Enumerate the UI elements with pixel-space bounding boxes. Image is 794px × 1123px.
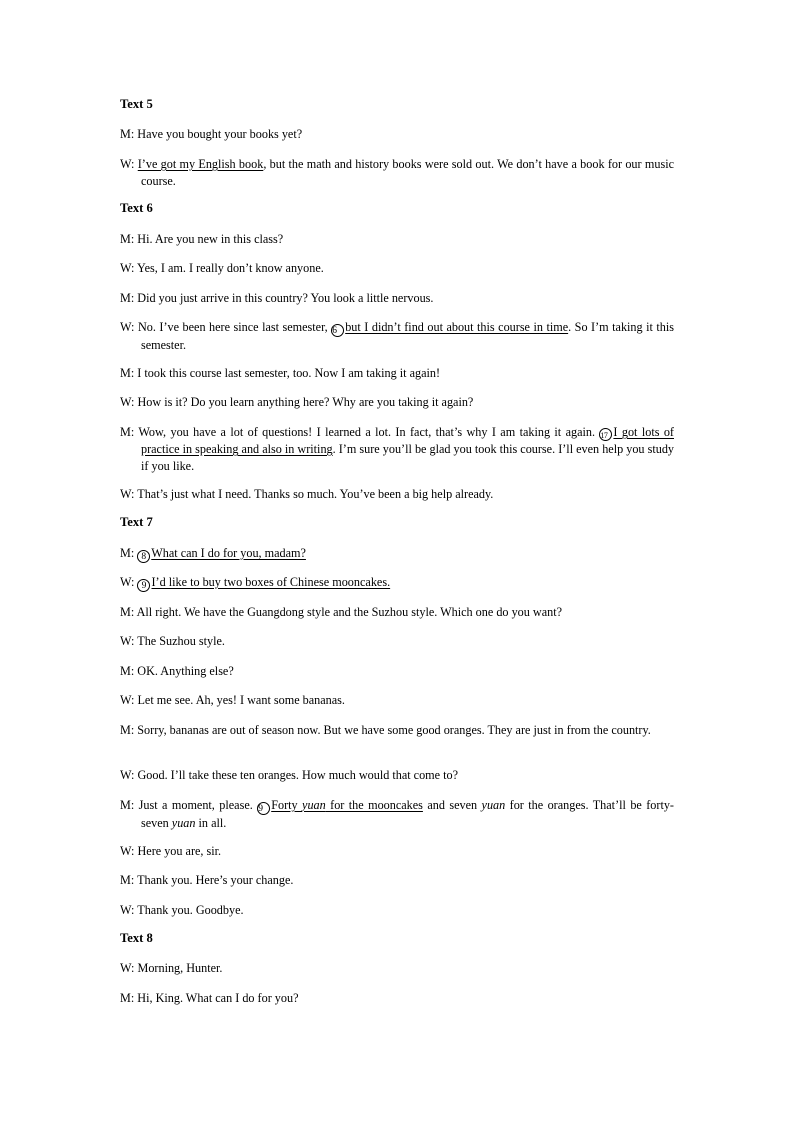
speaker-label: W: [120, 487, 135, 501]
question-number-badge: 17 [599, 428, 612, 441]
section-heading-text-6: Text 6 [120, 201, 153, 215]
dialogue-line: M: I took this course last semester, too. Now I am taking it again! [120, 366, 441, 380]
dialogue-line: W: How is it? Do you learn anything here? Why are you taking it again? [120, 395, 474, 409]
speaker-label: W: [120, 693, 135, 707]
dialogue-line: M: All right. We have the Guangdong style and the Suzhou style. Which one do you want? [120, 605, 562, 619]
dialogue-line: M: Hi, King. What can I do for you? [120, 991, 299, 1005]
dialogue-line: W: The Suzhou style. [120, 634, 225, 648]
speaker-label: M: [120, 366, 135, 380]
dialogue-line: M: Hi. Are you new in this class? [120, 232, 284, 246]
underlined-answer: What can I do for you, madam? [151, 546, 306, 560]
speaker-label: W: [120, 634, 135, 648]
dialogue-line: M: Just a moment, please. 9 Forty yuan for the mooncakes and seven yuan for the oranges. That’ll be forty-seven yuan in all. [120, 798, 674, 830]
section-heading-text-8: Text 8 [120, 931, 153, 945]
speaker-label: W: [120, 844, 135, 858]
dialogue-line: W: Morning, Hunter. [120, 961, 223, 975]
dialogue-line: W: I’ve got my English book, but the math and history books were sold out. We don’t have a book for our music course. [120, 157, 674, 188]
question-number-badge: 9 [137, 579, 150, 592]
speaker-label: M: [120, 127, 135, 141]
dialogue-line: W: No. I’ve been here since last semester, 6 but I didn’t find out about this course in time. So I’m taking it this semester. [120, 320, 675, 352]
underlined-answer: I’ve got my English book [137, 157, 264, 171]
speaker-label: W: [120, 903, 135, 917]
dialogue-line: M: Thank you. Here’s your change. [120, 873, 294, 887]
dialogue-line: W: Here you are, sir. [120, 844, 222, 858]
speaker-label: W: [120, 768, 135, 782]
dialogue-line: W: Let me see. Ah, yes! I want some bananas. [120, 693, 345, 707]
dialogue-line [120, 574, 674, 592]
dialogue-line: W: That’s just what I need. Thanks so much. You’ve been a big help already. [120, 487, 494, 501]
section-heading-text-5: Text 5 [120, 97, 153, 111]
speaker-label: M: [120, 546, 135, 560]
dialogue-line: M: Wow, you have a lot of questions! I learned a lot. In fact, that’s why I am taking it again. 17 I got lots of practice in speaking and also in writing. I’m sure you’ll be glad you took this course. I’ll even help you study if you like. [120, 425, 675, 473]
dialogue-line: W: Yes, I am. I really don’t know anyone. [120, 261, 324, 275]
dialogue-line: M: Sorry, bananas are out of season now. But we have some good oranges. They are just in from the country. [120, 723, 651, 737]
speaker-label: M: [120, 425, 135, 439]
underlined-answer: Forty yuan for the mooncakes [271, 798, 423, 812]
speaker-label: M: [120, 232, 135, 246]
question-number-badge: 9 [257, 802, 270, 815]
speaker-label: M: [120, 873, 135, 887]
speaker-label: M: [120, 605, 135, 619]
dialogue-line: W: Thank you. Goodbye. [120, 903, 244, 917]
question-number-badge: 8 [137, 550, 150, 563]
speaker-label: M: [120, 291, 135, 305]
dialogue-line: M: OK. Anything else? [120, 664, 234, 678]
dialogue-line: M: Did you just arrive in this country? You look a little nervous. [120, 291, 434, 305]
underlined-answer: but I didn’t find out about this course in time [345, 320, 569, 334]
speaker-label: W: [120, 395, 135, 409]
underlined-answer: I’d like to buy two boxes of Chinese mooncakes. [151, 575, 391, 589]
question-number-badge: 6 [331, 324, 344, 337]
underlined-answer: I got lots of practice in speaking and also in writing [141, 425, 674, 456]
speaker-label: M: [120, 991, 135, 1005]
dialogue-line [120, 545, 674, 563]
speaker-label: M: [120, 798, 135, 812]
speaker-label: W: [120, 157, 135, 171]
dialogue-line: M: Have you bought your books yet? [120, 127, 303, 141]
dialogue-line: W: Good. I’ll take these ten oranges. How much would that come to? [120, 768, 458, 782]
speaker-label: W: [120, 961, 135, 975]
speaker-label: W: [120, 261, 135, 275]
speaker-label: W: [120, 575, 135, 589]
speaker-label: M: [120, 664, 135, 678]
section-heading-text-7: Text 7 [120, 515, 153, 529]
speaker-label: W: [120, 320, 135, 334]
speaker-label: M: [120, 723, 135, 737]
